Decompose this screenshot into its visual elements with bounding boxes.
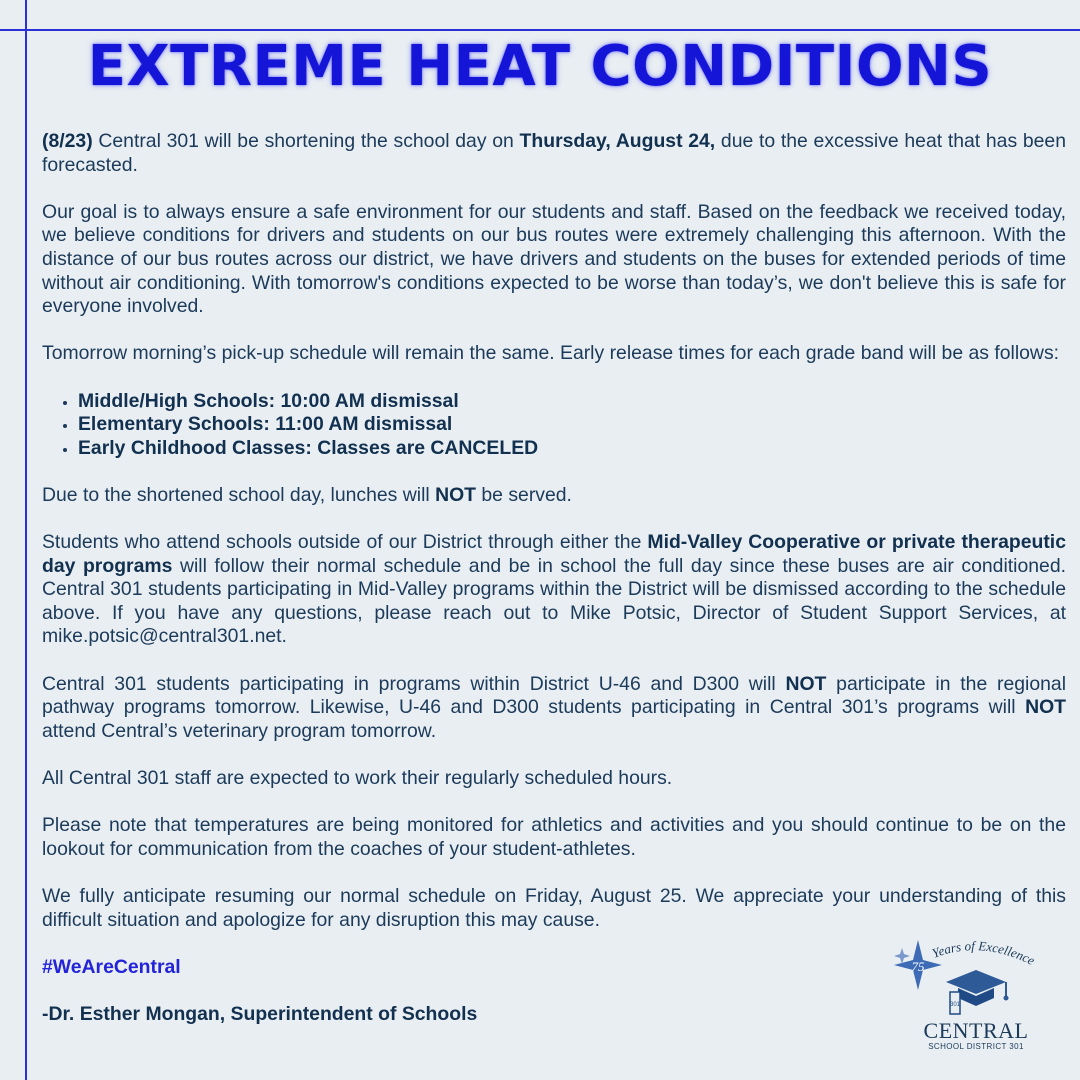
not-emphasis: NOT	[435, 483, 477, 506]
graduation-cap-icon	[946, 970, 1006, 994]
lunch-text: Due to the shortened school day, lunches will	[42, 483, 436, 506]
pathway-paragraph	[42, 673, 1066, 744]
logo-name: CENTRAL	[923, 1018, 1029, 1043]
athletics-paragraph: Please note that temperatures are being monitored for athletics and activities and you should continue to be on the lookout for communication from the coaches of your student-athletes.	[42, 814, 1066, 860]
intro-text: Central 301 will be shortening the school day on	[92, 130, 520, 152]
pathway-text-end: attend Central’s veterinary program tomorrow.	[42, 719, 437, 742]
horizontal-accent-line	[0, 29, 1080, 31]
signature: -Dr. Esther Mongan, Superintendent of Schools	[42, 1002, 478, 1025]
list-item: • Early Childhood Classes: Classes are CANCELED	[78, 437, 1066, 461]
resume-paragraph: We fully anticipate resuming our normal schedule on Friday, August 25. We appreciate your understanding of this difficult situation and apologize for any disruption this may cause.	[42, 885, 1066, 931]
not-emphasis: NOT	[1025, 696, 1066, 719]
mid-valley-text-end: will follow their normal schedule and be in school the full day since these buses are air conditioned. Central 301 students participating in Mid-Valley programs within the District will be dismissed according to the schedule above. If you have any questions, please reach out to Mike Potsic, Director of Student Support Services, at mike.potsic@central301.net.	[42, 554, 1066, 648]
vertical-accent-line	[25, 0, 27, 1080]
goal-paragraph: Our goal is to always ensure a safe environment for our students and staff. Based on the feedback we received today, we believe conditions for drivers and students on our bus routes were extremely challenging this afternoon. With the distance of our bus routes across our district, we have drivers and students on the buses for extended periods of time without air conditioning. With tomorrow's conditions expected to be worse than today’s, we don't believe this is safe for everyone involved.	[42, 200, 1066, 318]
date-label: (8/23)	[42, 130, 93, 152]
logo-subtitle: SCHOOL DISTRICT 301	[928, 1042, 1024, 1051]
announcement-body	[42, 130, 1066, 1050]
lunch-text-end: be served.	[476, 483, 572, 506]
pickup-paragraph: Tomorrow morning’s pick-up schedule will remain the same. Early release times for each grade band will be as follows:	[42, 342, 1060, 365]
staff-paragraph: All Central 301 staff are expected to work their regularly scheduled hours.	[42, 767, 673, 790]
list-item: • Elementary Schools: 11:00 AM dismissal	[78, 413, 1066, 437]
district-logo	[890, 938, 1062, 1058]
mid-valley-paragraph	[42, 531, 1066, 649]
mid-valley-text: Students who attend schools outside of our District through either the	[42, 531, 648, 554]
logo-emblem	[890, 938, 1062, 1018]
logo-tagline: Years of Excellence	[929, 938, 1038, 968]
lunch-paragraph	[42, 484, 1066, 508]
mid-valley-bold: Mid-Valley Cooperative or private therapeutic day programs	[42, 531, 1066, 577]
logo-cap-number: 301	[949, 1002, 961, 1008]
list-item: • Middle/High Schools: 10:00 AM dismissal	[78, 390, 1066, 414]
pathway-text: Central 301 students participating in programs within District U-46 and D300 will	[42, 672, 786, 695]
page-title: EXTREME HEAT CONDITIONS	[87, 34, 993, 99]
pathway-text-mid: participate in the regional pathway programs tomorrow. Likewise, U-46 and D300 students participating in Central 301’s programs will	[42, 672, 1067, 719]
intro-paragraph	[42, 130, 1066, 177]
intro-text-end: due to the excessive heat that has been forecasted.	[42, 130, 1067, 176]
dismissal-schedule-list	[42, 390, 1066, 461]
logo-years: 75	[911, 959, 925, 974]
not-emphasis: NOT	[785, 672, 827, 695]
hashtag: #WeAreCentral	[42, 955, 181, 978]
intro-date-bold: Thursday, August 24,	[519, 130, 716, 152]
